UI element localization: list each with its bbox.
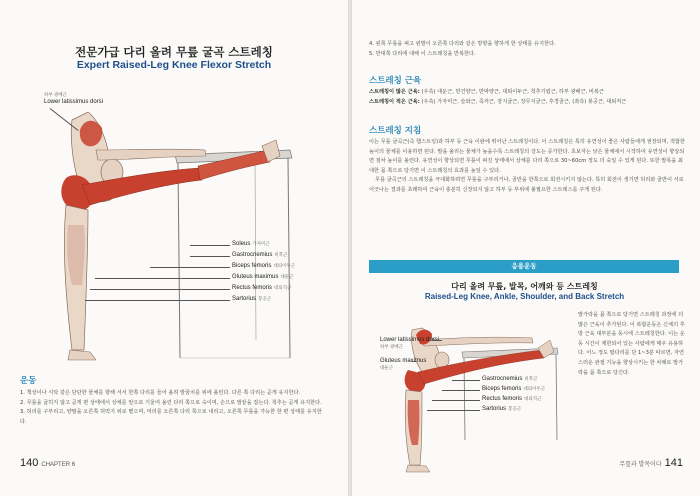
leader-line [90, 289, 230, 290]
leader-line [452, 380, 480, 381]
var-label-gastrocnemius: Gastrocnemius 비복근 [482, 376, 538, 382]
most-stretched: 스트레칭이 많은 근육: (우측) 대둔근, 반건양근, 반막양근, 대퇴이두근, 척추기립근, 하부 광배근, 비복근 [369, 89, 604, 95]
label-soleus: Soleus 가자미근 [232, 241, 270, 247]
var-label-biceps-femoris: Biceps femoris 대퇴이두근 [482, 386, 546, 392]
var-label-gluteus-ko: 대둔근 [380, 365, 394, 370]
leader-line [432, 340, 442, 341]
label-lower-latissimus-dorsi: Lower latissimus dorsi [44, 99, 104, 105]
var-label-sartorius: Sartorius 봉공근 [482, 406, 522, 412]
leader-line [432, 400, 480, 401]
step-3: 3. 허리를 구부리고, 양팔을 오른쪽 허벅지 위로 뻗으며, 머리를 오른쪽 다리 쪽으로 내리고, 오른쪽 무릎을 가능한 한 편 상태를 유지한다. [20, 409, 322, 425]
right-page [352, 0, 700, 496]
var-label-gluteus: Gluteus maximus [380, 358, 427, 364]
note-paragraph-1: 이는 무릎 굴곡근(즉 햄스트링)과 하부 등 근육 이완에 뛰어난 스트레칭이다. 이 스트레칭은 특히 유연성이 좋은 사람들에게 권장되며, 적합한 높이의 물체를 이용하면 된다. 발을 올리는 물체가 높을수록 스트레칭의 강도는 증가한다. 초보자는 낮은 물체에서 시작하여 유연성이 향상되면 점차 높이를 올린다. 유연성이 향상되면 무릎이 펴진 상태에서 상체를 다리 쪽으로 30~60cm 정도 더 숙일 수 있게 된다. 또한 발목을 최대한 몸 쪽으로 당기면 이 스트레칭의 효과를 높일 수 있다. [369, 139, 686, 174]
leader-line [427, 410, 480, 411]
leader-line [95, 278, 230, 279]
leader-line [85, 300, 230, 301]
label-biceps-femoris: Biceps femoris 대퇴이두근 [232, 263, 296, 269]
muscles-heading: 스트레칭 근육 [369, 76, 422, 86]
exercise-steps [20, 389, 328, 427]
variation-text: 발가락을 몸 쪽으로 당기면 스트레칭 과정에 더 많은 근육이 추가된다. 이 복합운동은 신체의 후방 근육 대부분을 동시에 스트레칭한다. 이는 운동 시간이 제한되어 있는 사람에게 매우 유용하다. 어느 정도 팔다리를 단 1~3분 따르면, 자연스러운 관절 기능을 향상시키는 한 차례로 발가락을 몸 쪽으로 당긴다. [578, 312, 685, 376]
leader-line [150, 267, 230, 268]
notes-heading: 스트레칭 지침 [369, 126, 422, 136]
chapter-label: CHAPTER 6 [41, 462, 76, 468]
var-label-rectus-femoris: Rectus femoris 대퇴직근 [482, 396, 542, 402]
label-gastrocnemius: Gastrocnemius 비복근 [232, 252, 288, 258]
leader-line [442, 390, 480, 391]
leader-line [412, 361, 416, 362]
step-1: 1. 책상이나 식탁 같은 단단한 물체를 향해 서서 한쪽 다리를 들어 올려 발꿈치를 위에 올린다. 다른 쪽 다리는 곧게 유지한다. [20, 390, 301, 396]
variation-title-english: Raised-Leg Knee, Ankle, Shoulder, and Back Stretch [424, 292, 625, 301]
variation-band: 응용운동 [369, 260, 679, 273]
step-4: 4. 왼쪽 무릎을 펴고 왼발이 오른쪽 다리와 같은 방향을 향하게 한 상태를 유지한다. [369, 41, 556, 47]
leader-line [190, 245, 230, 246]
step-5: 5. 반대쪽 다리에 대해 이 스트레칭을 반복한다. [369, 50, 476, 57]
page-title-korean: 전문가급 다리 올려 무릎 굴곡 스트레칭 [75, 45, 273, 59]
left-folio [20, 457, 78, 469]
page-number: 140 [20, 457, 39, 469]
label-rectus-femoris: Rectus femoris 대퇴직근 [232, 285, 292, 291]
var-label-lat-ko: 하부 광배근 [380, 344, 403, 349]
label-gluteus-maximus: Gluteus maximus 대둔근 [232, 274, 294, 280]
less-stretched: 스트레칭이 적은 근육: (우측) 가자미근, 슬와근, 족저근, 장지굴근, 장무지굴근, 후경골근, (좌측) 봉공근, 대퇴직근 [369, 98, 627, 105]
exercise-heading: 운동 [20, 376, 37, 386]
note-paragraph-2: 무릎 굴곡근의 스트레칭을 극대화하려면 무릎을 구부리거나, 골반을 한쪽으로 회전시키지 않는다. 특히 회전이 생기면 허리와 골반이 서로 어긋나는 결과를 초래하여 근육이 충분히 신장되지 않고 하부 등 부위에 불필요한 스트레스를 주게 된다. [369, 177, 684, 193]
var-label-lat: Lower latissimus dorsi [380, 337, 440, 343]
right-folio [616, 457, 683, 469]
step-2: 2. 무릎을 굽히지 않고 곧게 편 상태에서 상체를 앞으로 기울여 올린 다리 쪽으로 숙이며, 손으로 발끝을 잡는다. 척추는 곧게 유지한다. [20, 399, 322, 406]
figure-body [61, 112, 280, 360]
page-title-english: Expert Raised-Leg Knee Flexor Stretch [76, 59, 272, 71]
left-page [0, 0, 348, 496]
folio-title: 무릎과 발목이다 [619, 462, 662, 468]
page-number: 141 [664, 457, 683, 469]
label-sartorius: Sartorius 봉공근 [232, 296, 272, 302]
leader-line [190, 256, 230, 257]
variation-title-korean: 다리 올려 무릎, 발목, 어깨와 등 스트레칭 [451, 282, 598, 291]
label-lat-ko: 하부 광배근 [44, 92, 67, 97]
